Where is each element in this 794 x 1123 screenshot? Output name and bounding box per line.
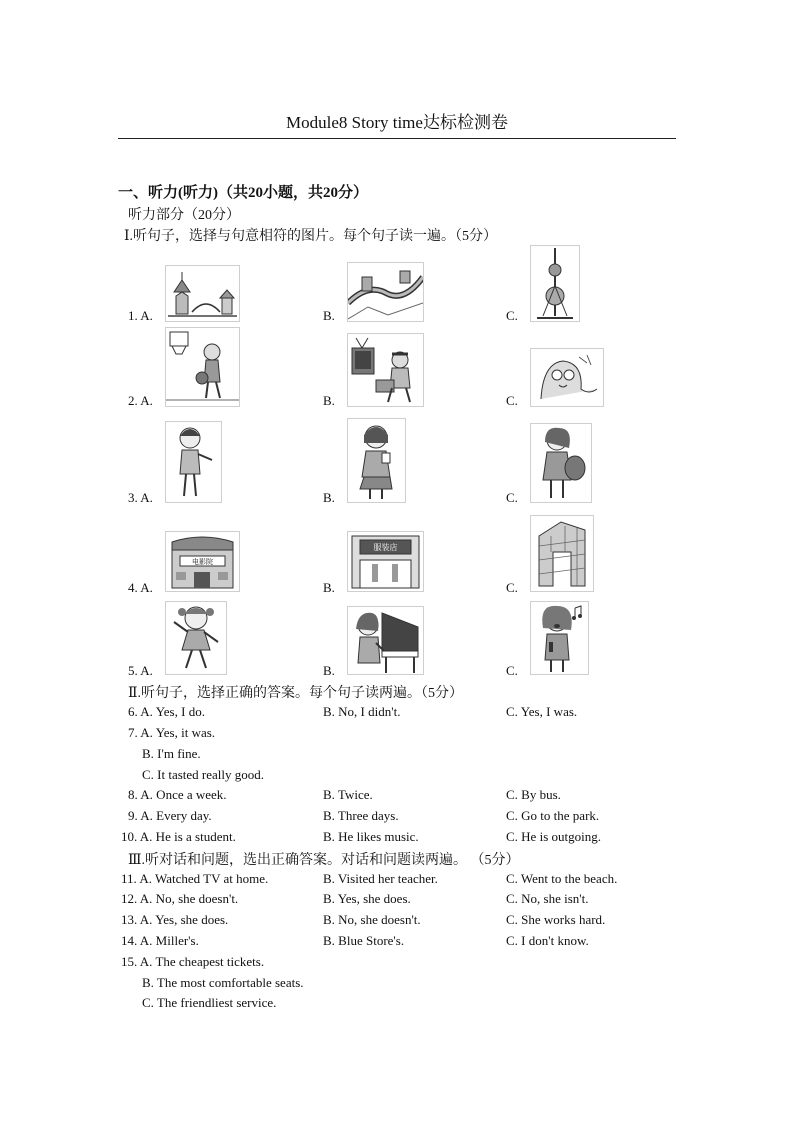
- page-title: Module8 Story time达标检测卷: [286, 113, 508, 132]
- part2-instruction: Ⅱ.听句子，选择正确的答案。每个句子读两遍。（5分）: [128, 686, 464, 701]
- svg-text:服装店: 服装店: [373, 543, 398, 552]
- q8-option-b: B. Twice.: [323, 787, 373, 802]
- q6-option-b: B. No, I didn't.: [323, 704, 401, 719]
- q4-label-c: C.: [506, 580, 518, 595]
- q8-option-c: C. By bus.: [506, 787, 561, 802]
- girl-playing-piano-icon: [347, 606, 424, 675]
- q3-label-c: C.: [506, 490, 518, 505]
- q10-option-a: 10. A. He is a student.: [121, 829, 236, 844]
- q5-label-b: B.: [323, 663, 335, 678]
- title-divider: [118, 138, 676, 139]
- q2-label-c: C.: [506, 393, 518, 408]
- q10-option-b: B. He likes music.: [323, 829, 419, 844]
- q12-option-b: B. Yes, she does.: [323, 891, 411, 906]
- q14-option-b: B. Blue Store's.: [323, 933, 405, 948]
- part1-instruction: Ⅰ.听句子，选择与句意相符的图片。每个句子读一遍。（5分）: [124, 229, 498, 244]
- q10-option-c: C. He is outgoing.: [506, 829, 601, 844]
- q15-option-b: B. The most comfortable seats.: [142, 975, 304, 990]
- q5-label-a: 5. A.: [128, 663, 153, 678]
- q9-option-a: 9. A. Every day.: [128, 808, 212, 823]
- q14-option-a: 14. A. Miller's.: [121, 933, 199, 948]
- q14-option-c: C. I don't know.: [506, 933, 589, 948]
- great-wall-icon: [347, 262, 424, 322]
- section-subheading: 听力部分（20分）: [128, 208, 240, 223]
- section-heading: 一、听力(听力)（共20小题，共20分）: [118, 185, 368, 201]
- man-watching-tv-icon: [347, 333, 424, 407]
- tv-tower-icon: [530, 245, 580, 322]
- q6-option-a: 6. A. Yes, I do.: [128, 704, 205, 719]
- q13-option-c: C. She works hard.: [506, 912, 606, 927]
- q15-option-a: 15. A. The cheapest tickets.: [121, 954, 265, 969]
- q8-option-a: 8. A. Once a week.: [128, 787, 227, 802]
- basketball-boy-icon: [165, 327, 240, 407]
- q2-label-a: 2. A.: [128, 393, 153, 408]
- q6-option-c: C. Yes, I was.: [506, 704, 578, 719]
- q3-label-a: 3. A.: [128, 490, 153, 505]
- q13-option-b: B. No, she doesn't.: [323, 912, 421, 927]
- part3-instruction: Ⅲ.听对话和问题，选出正确答案。对话和问题读两遍。 （5分）: [128, 853, 520, 868]
- q11-option-b: B. Visited her teacher.: [323, 871, 438, 886]
- q11-option-c: C. Went to the beach.: [506, 871, 618, 886]
- cinema-building-icon: [165, 531, 240, 592]
- ghost-icon: [530, 348, 604, 407]
- q7-option-b: B. I'm fine.: [142, 746, 201, 761]
- q15-option-c: C. The friendliest service.: [142, 995, 277, 1010]
- q3-label-b: B.: [323, 490, 335, 505]
- q11-option-a: 11. A. Watched TV at home.: [121, 871, 269, 886]
- q13-option-a: 13. A. Yes, she does.: [121, 912, 229, 927]
- q12-option-a: 12. A. No, she doesn't.: [121, 891, 239, 906]
- q1-label-c: C.: [506, 308, 518, 323]
- q2-label-b: B.: [323, 393, 335, 408]
- q1-label-b: B.: [323, 308, 335, 323]
- girl-singing-icon: [530, 601, 589, 675]
- q9-option-b: B. Three days.: [323, 808, 399, 823]
- girl-dancing-icon: [165, 601, 227, 675]
- clothes-shop-icon: [347, 531, 424, 592]
- q4-label-a: 4. A.: [128, 580, 153, 595]
- q4-label-b: B.: [323, 580, 335, 595]
- cctv-tower-icon: [530, 515, 594, 592]
- woman-carrying-bag-icon: [530, 423, 592, 503]
- pagoda-scene-icon: [165, 265, 240, 322]
- q1-label-a: 1. A.: [128, 308, 153, 323]
- q7-option-c: C. It tasted really good.: [142, 767, 265, 782]
- q12-option-c: C. No, she isn't.: [506, 891, 589, 906]
- girl-drinking-icon: [347, 418, 406, 503]
- q9-option-c: C. Go to the park.: [506, 808, 600, 823]
- q7-option-a: 7. A. Yes, it was.: [128, 725, 216, 740]
- svg-text:电影院: 电影院: [192, 558, 213, 566]
- q5-label-c: C.: [506, 663, 518, 678]
- girl-standing-icon: [165, 421, 222, 503]
